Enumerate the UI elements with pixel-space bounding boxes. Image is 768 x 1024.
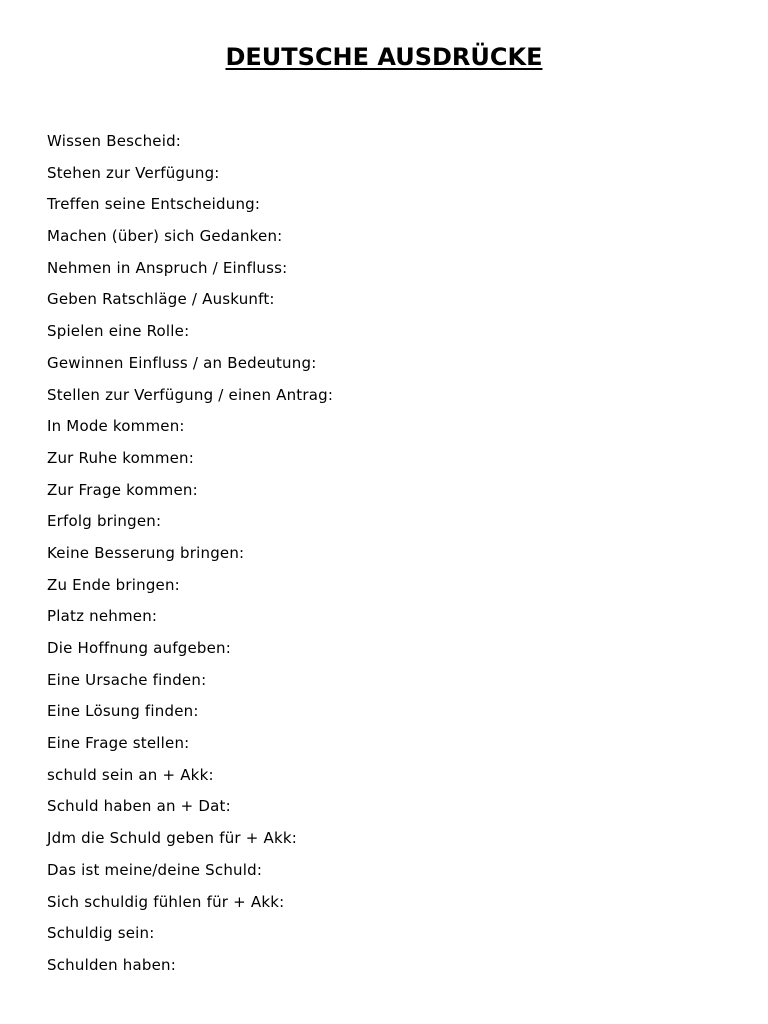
expression-item: Eine Ursache finden: bbox=[47, 670, 207, 689]
expression-item: Eine Frage stellen: bbox=[47, 734, 190, 753]
expression-item: Jdm die Schuld geben für + Akk: bbox=[47, 829, 297, 848]
expression-item: In Mode kommen: bbox=[47, 417, 185, 436]
expression-item: Stehen zur Verfügung: bbox=[47, 163, 220, 182]
expression-item: Nehmen in Anspruch / Einfluss: bbox=[47, 258, 288, 277]
expression-item: Spielen eine Rolle: bbox=[47, 322, 190, 341]
expression-item: Keine Besserung bringen: bbox=[47, 543, 245, 562]
expression-item: Eine Lösung finden: bbox=[47, 702, 199, 721]
expression-item: Schulden haben: bbox=[47, 955, 176, 974]
expression-item: Platz nehmen: bbox=[47, 607, 158, 626]
expression-item: Zu Ende bringen: bbox=[47, 575, 180, 594]
expression-item: Schuldig sein: bbox=[47, 924, 155, 943]
expression-item: Das ist meine/deine Schuld: bbox=[47, 860, 263, 879]
expression-item: Wissen Bescheid: bbox=[47, 132, 182, 150]
document-title-text: DEUTSCHE AUSDRÜCKE bbox=[225, 43, 543, 71]
expression-item: Erfolg bringen: bbox=[47, 512, 162, 531]
expression-item: Treffen seine Entscheidung: bbox=[47, 195, 261, 214]
document-title bbox=[0, 40, 768, 74]
expression-item: Sich schuldig fühlen für + Akk: bbox=[47, 892, 285, 911]
expression-item: Machen (über) sich Gedanken: bbox=[47, 227, 283, 246]
expression-item: Geben Ratschläge / Auskunft: bbox=[47, 290, 275, 309]
expression-item: Stellen zur Verfügung / einen Antrag: bbox=[47, 385, 334, 404]
expression-item: Zur Ruhe kommen: bbox=[47, 448, 195, 467]
expression-item: schuld sein an + Akk: bbox=[47, 765, 214, 784]
expression-item: Die Hoffnung aufgeben: bbox=[47, 639, 231, 657]
expression-item: Gewinnen Einfluss / an Bedeutung: bbox=[47, 353, 317, 372]
expression-list bbox=[47, 131, 333, 987]
expression-item: Zur Frage kommen: bbox=[47, 480, 198, 499]
expression-item: Schuld haben an + Dat: bbox=[47, 797, 231, 816]
